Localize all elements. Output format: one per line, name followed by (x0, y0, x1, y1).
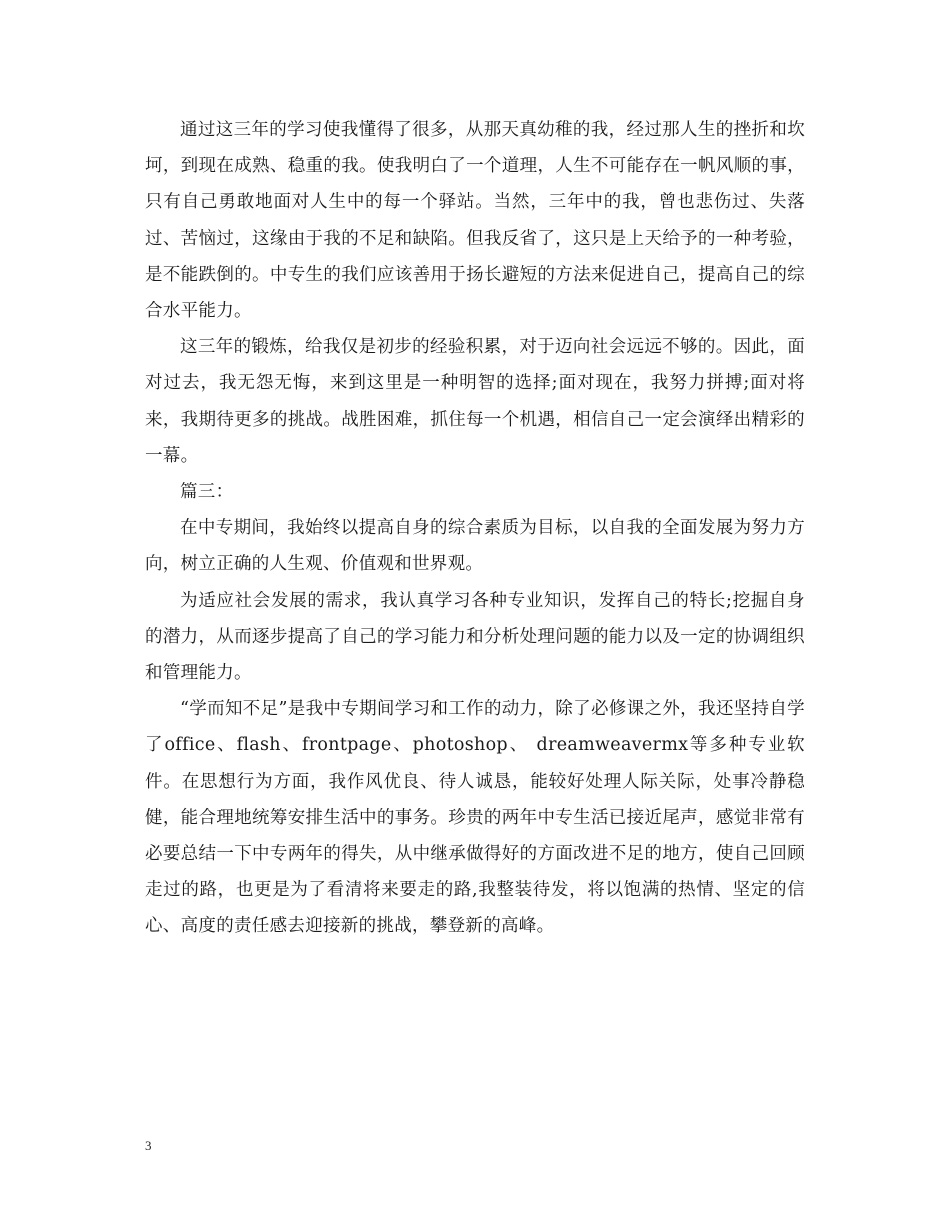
paragraph: “学而知不足”是我中专期间学习和工作的动力，除了必修课之外，我还坚持自学了office、flash、frontpage、photoshop、 dreamweavermx等多种专业软件。在思想行为方面，我作风优良、待人诚恳，能较好处理人际关际，处事冷静稳健，能合理地统筹安排生活中的事务。珍贵的两年中专生活已接近尾声，感觉非常有必要总结一下中专两年的得失，从中继承做得好的方面改进不足的地方，使自己回顾走过的路，也更是为了看清将来要走的路,我整装待发，将以饱满的热情、坚定的信心、高度的责任感去迎接新的挑战，攀登新的高峰。 (145, 699, 805, 937)
paragraph: 为适应社会发展的需求，我认真学习各种专业知识，发挥自己的特长;挖掘自身的潜力，从而逐步提高了自己的学习能力和分析处理问题的能力以及一定的协调组织和管理能力。 (145, 590, 805, 684)
paragraph: 通过这三年的学习使我懂得了很多，从那天真幼稚的我，经过那人生的挫折和坎坷，到现在成熟、稳重的我。使我明白了一个道理，人生不可能存在一帆风顺的事，只有自己勇敢地面对人生中的每一个驿站。当然，三年中的我，曾也悲伤过、失落过、苦恼过，这缘由于我的不足和缺陷。但我反省了，这只是上天给予的一种考验，是不能跌倒的。中专生的我们应该善用于扬长避短的方法来促进自己，提高自己的综合水平能力。 (145, 120, 805, 322)
paragraph: 在中专期间，我始终以提高自身的综合素质为目标，以自我的全面发展为努力方向，树立正确的人生观、价值观和世界观。 (145, 518, 805, 575)
paragraph: 这三年的锻炼，给我仅是初步的经验积累，对于迈向社会远远不够的。因此，面对过去，我无怨无悔，来到这里是一种明智的选择;面对现在，我努力拼搏;面对将来，我期待更多的挑战。战胜困难，抓住每一个机遇，相信自己一定会演绎出精彩的一幕。 (145, 337, 805, 466)
page-number: 3 (145, 1138, 152, 1153)
document-body (145, 112, 805, 945)
section-heading: 篇三： (180, 482, 234, 503)
